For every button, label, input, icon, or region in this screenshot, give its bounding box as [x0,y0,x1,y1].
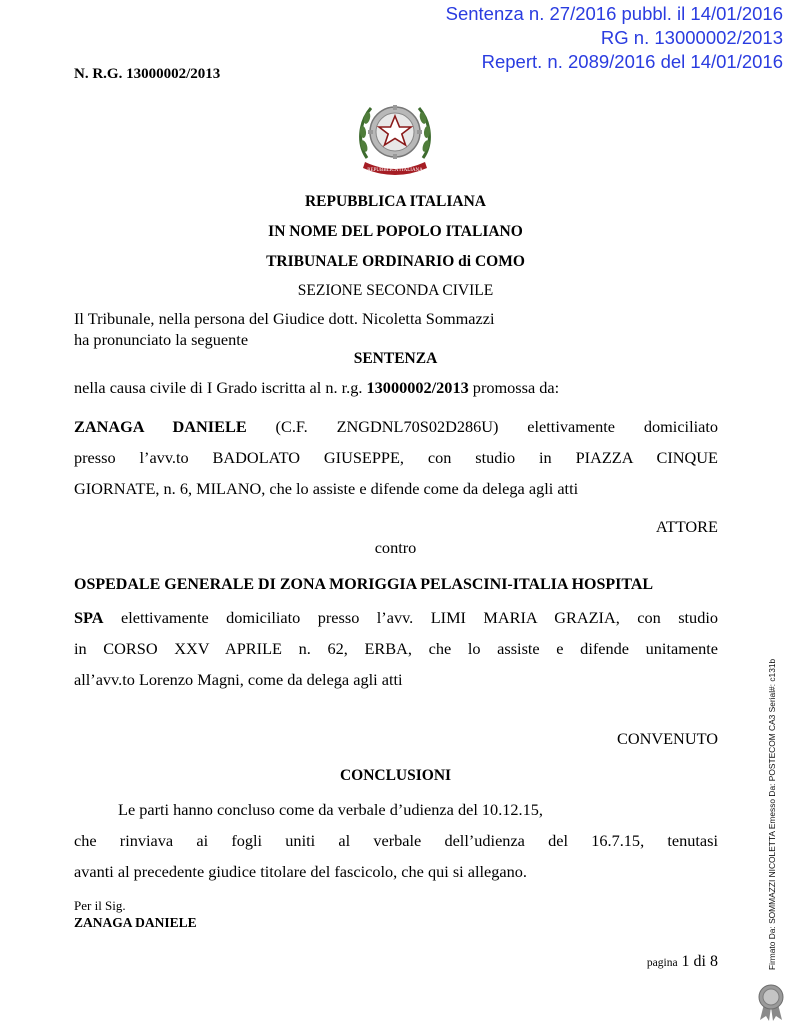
stamp-line-sentenza: Sentenza n. 27/2016 pubbl. il 14/01/2016 [445,3,783,24]
intro-line-1: Il Tribunale, nella persona del Giudice dott. Nicoletta Sommazzi [74,309,495,328]
stamp-line-repert: Repert. n. 2089/2016 del 14/01/2016 [481,51,783,72]
publication-stamp [446,2,783,74]
causa-post: promossa da: [468,378,560,397]
sentenza-title: SENTENZA [353,350,438,367]
header-court: TRIBUNALE ORDINARIO di COMO [266,253,525,270]
convenuto-domicile: elettivamente domiciliato presso l’avv. LIMI MARIA GRAZIA, con studio [103,608,718,627]
stamp-line-rg: RG n. 13000002/2013 [600,27,783,48]
causa-rg: 13000002/2013 [366,378,469,397]
page-total: di 8 [693,953,718,970]
page-label: pagina [646,957,678,969]
attore-line-1 [74,411,718,442]
conclusioni-title: CONCLUSIONI [339,767,452,784]
convenuto-spa: SPA [74,608,104,627]
attore-cf: (C.F. ZNGDNL70S02D286U) elettivamente domiciliato [246,417,719,436]
attore-line-3: GIORNATE, n. 6, MILANO, che lo assiste e difende come da delega agli atti [74,479,579,498]
digital-signature-seal-icon [754,982,788,1022]
header-republic: REPUBBLICA ITALIANA [304,193,486,210]
header-section: SEZIONE SECONDA CIVILE [297,282,494,299]
attore-name: ZANAGA DANIELE [74,417,247,436]
causa-line [74,372,718,403]
italian-republic-emblem-icon [355,96,435,178]
conclusioni-line-1: Le parti hanno concluso come da verbale d’udienza del 10.12.15, [118,800,543,819]
conclusioni-line-3: avanti al precedente giudice titolare del fascicolo, che qui si allegano. [74,862,527,881]
per-il-label: Per il Sig. [74,898,126,913]
intro-line-2: ha pronunciato la seguente [74,330,249,349]
convenuto-line-3: in CORSO XXV APRILE n. 62, ERBA, che lo assiste e difende unitamente [74,639,718,658]
contro-label: contro [374,538,417,557]
page-number: 1 [681,953,690,970]
convenuto-role: CONVENUTO [616,729,718,748]
conclusioni-line-2: che rinviava ai fogli uniti al verbale dell’udienza del 16.7.15, tenutasi [74,831,718,850]
convenuto-line-4: all’avv.to Lorenzo Magni, come da delega agli atti [74,670,403,689]
per-il-name: ZANAGA DANIELE [74,915,197,930]
svg-text:REPUBBLICA ITALIANA: REPUBBLICA ITALIANA [367,168,423,173]
page-footer [74,953,718,971]
causa-pre: nella causa civile di I Grado iscritta al n. r.g. [74,378,367,397]
convenuto-line-2 [74,602,718,633]
attore-role: ATTORE [655,517,718,536]
header-people: IN NOME DEL POPOLO ITALIANO [268,223,523,240]
side-signature-text: Firmato Da: SOMMAZZI NICOLETTA Emesso Da: POSTECOM CA3 Serial#: c131b [767,658,777,970]
convenuto-name: OSPEDALE GENERALE DI ZONA MORIGGIA PELASCINI-ITALIA HOSPITAL [74,576,654,593]
attore-line-2: presso l’avv.to BADOLATO GIUSEPPE, con studio in PIAZZA CINQUE [74,448,718,467]
case-number: N. R.G. 13000002/2013 [74,66,221,82]
